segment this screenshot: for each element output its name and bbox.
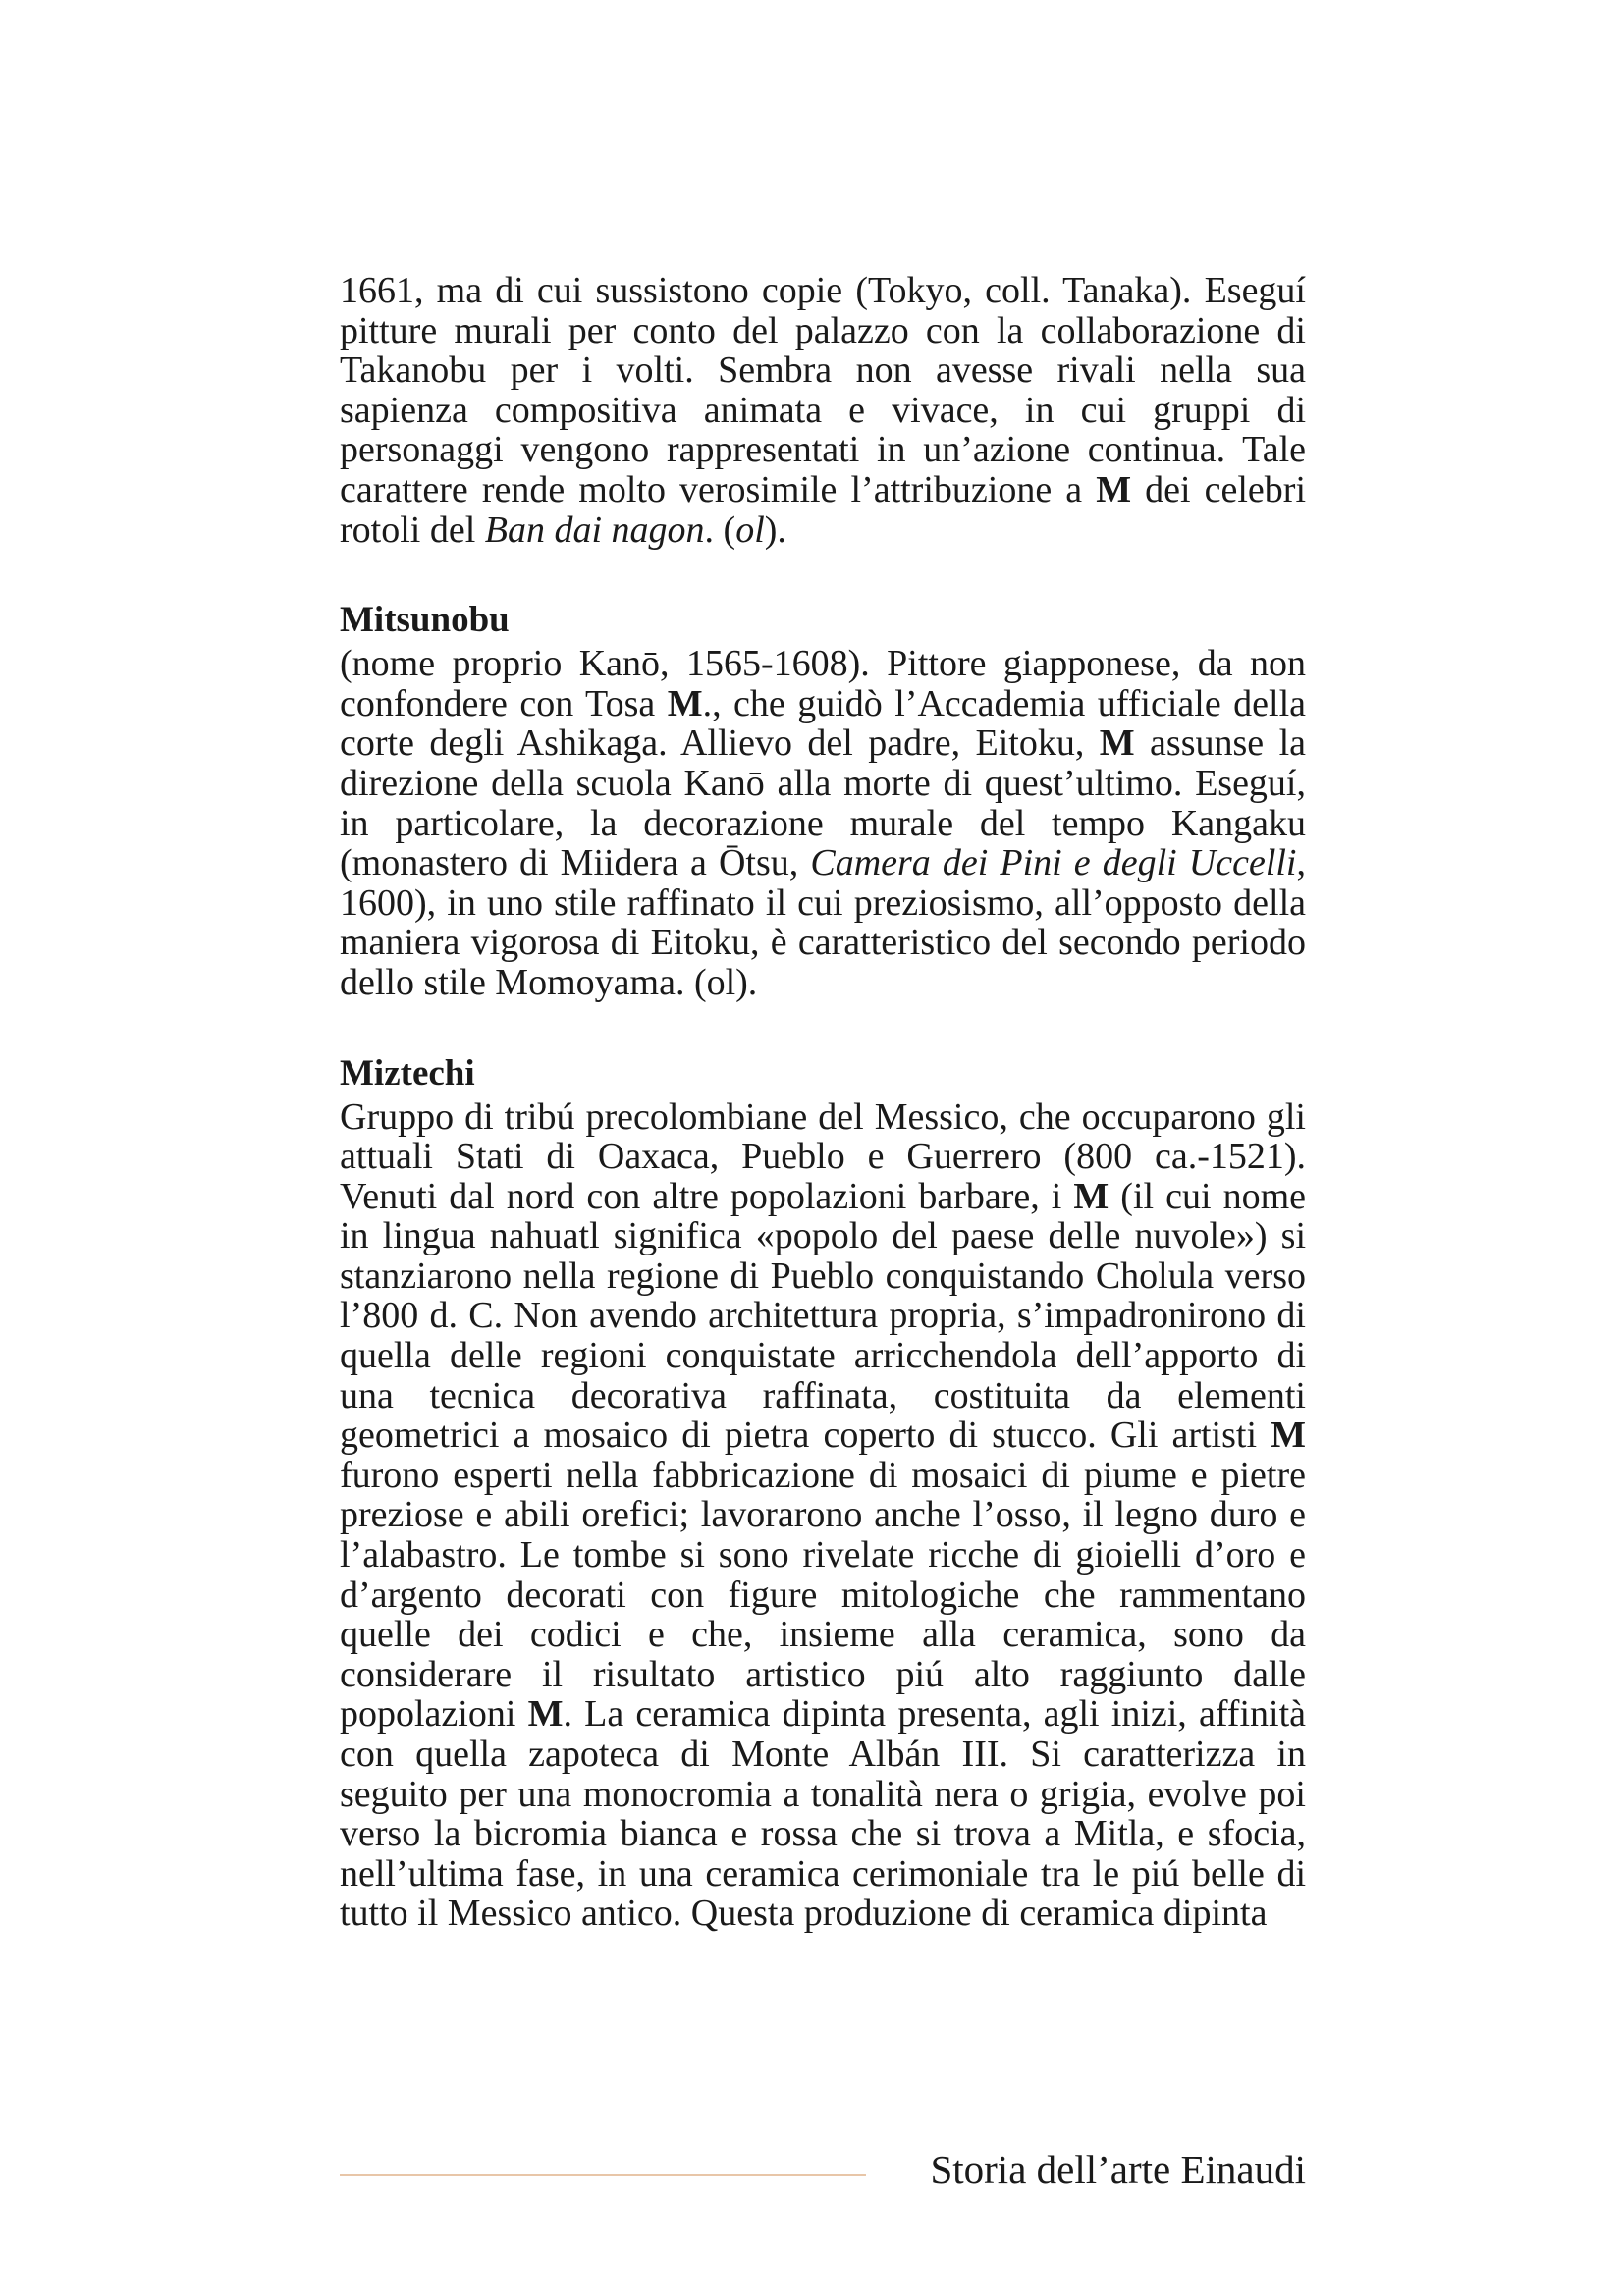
entry-mitsunobu	[340, 597, 1306, 1002]
entry-text: (il cui nome in lingua nahuatl significa «popolo del paese delle nuvole») si stanziarono nella regione di Pueblo conquistando Cholula verso l’800 d. C. Non avendo architettura propria, s’impadronirono di quella delle regioni conquistate arricchendola dell’apporto di una tecnica decorativa raffinata, costituita da elementi geometrici a mosaico di pietra coperto di stucco. Gli artisti	[340, 1175, 1306, 1457]
intro-text-3: . (	[704, 508, 736, 551]
entry-text: assunse la direzione della scuola Kanō alla morte di quest’ultimo. Eseguí, in particolare, la decorazione murale del tempo Kangaku (monastero di Miidera a Ōtsu,	[340, 722, 1306, 884]
entry-heading: Miztechi	[340, 1052, 475, 1094]
entry-miztechi	[340, 1050, 1306, 1934]
entry-abbrev: M	[1271, 1415, 1306, 1457]
intro-text-4: ).	[764, 508, 786, 551]
footer-rule	[340, 2174, 866, 2176]
work-title: Camera dei Pini e degli Uccelli	[810, 842, 1297, 884]
page-body	[340, 271, 1306, 1934]
entry-text: (nome proprio Kanō, 1565-1608). Pittore giapponese, da non confondere con Tosa	[340, 643, 1306, 724]
entry-abbrev: M	[667, 682, 703, 724]
entry-abbrev: M	[527, 1693, 564, 1735]
intro-text-1: 1661, ma di cui sussistono copie (Tokyo, coll. Tanaka). Eseguí pitture murali per conto del palazzo con la collaborazione di Takanobu per i volti. Sembra non avesse rivali nella sua sapienza compositiva animata e vivace, in cui gruppi di personaggi vengono rappresentati in un’azione continua. Tale carattere rende molto verosimile l’attribuzione a	[340, 270, 1306, 510]
work-title: Ban dai nagon	[484, 508, 705, 551]
entry-body	[340, 1097, 1306, 1934]
author-signature: ol	[735, 508, 765, 551]
entry-abbrev: M	[1073, 1175, 1109, 1217]
entry-text: , 1600), in uno stile raffinato il cui preziosismo, all’opposto della maniera vigorosa di Eitoku, è caratteristico del secondo periodo dello stile Momoyama. (ol).	[340, 842, 1306, 1003]
entry-text: furono esperti nella fabbricazione di mosaici di piume e pietre preziose e abili orefici; lavorarono anche l’osso, il legno duro e l’alabastro. Le tombe si sono rivelate ricche di gioielli d’oro e d’argento decorati con figure mitologiche che rammentano quelle dei codici e che, insieme alla ceramica, sono da considerare il risultato artistico piú alto raggiunto dalle popolazioni	[340, 1454, 1306, 1735]
entry-text: Gruppo di tribú precolombiane del Messico, che occuparono gli attuali Stati di Oaxaca, Pueblo e Guerrero (800 ca.-1521). Venuti dal nord con altre popolazioni barbare, i	[340, 1095, 1306, 1217]
intro-paragraph	[340, 271, 1306, 550]
entry-heading: Mitsunobu	[340, 600, 510, 641]
page-footer	[340, 2140, 1306, 2199]
entry-text: . La ceramica dipinta presenta, agli inizi, affinità con quella zapoteca di Monte Albán III. Si caratterizza in seguito per una monocromia a tonalità nera o grigia, evolve poi verso la bicromia bianca e rossa che si trova a Mitla, e sfocia, nell’ultima fase, in una ceramica cerimoniale tra le piú belle di tutto il Messico antico. Questa produzione di ceramica dipinta	[340, 1693, 1306, 1935]
entry-text: ., che guidò l’Accademia ufficiale della corte degli Ashikaga. Allievo del padre, Eitoku,	[340, 682, 1306, 765]
entry-abbrev: M	[1099, 722, 1135, 765]
entry-body	[340, 644, 1306, 1002]
footer-title: Storia dell’arte Einaudi	[930, 2147, 1306, 2192]
entry-abbrev: M	[1096, 468, 1132, 510]
intro-text-2: dei celebri rotoli del	[340, 468, 1307, 551]
